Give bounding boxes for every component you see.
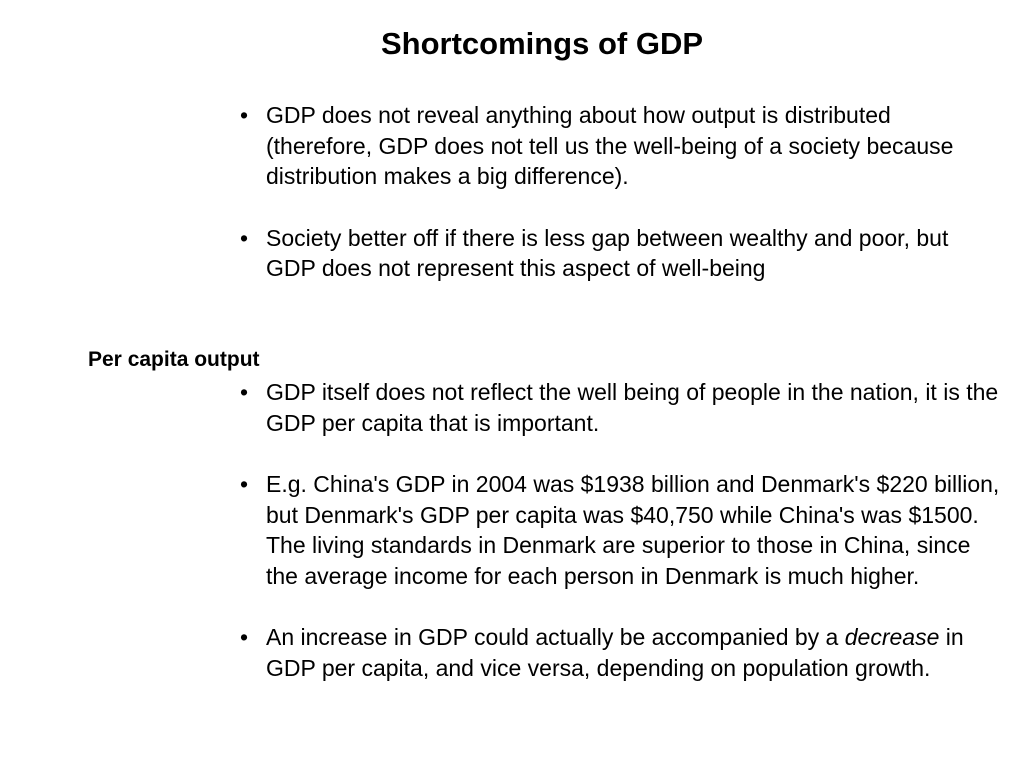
- per-capita-bullet-list: [240, 377, 1000, 683]
- list-item: [240, 377, 1000, 438]
- bullet-text: GDP itself does not reflect the well being of people in the nation, it is the GDP per capita that is important.: [266, 379, 999, 436]
- list-item: [240, 469, 1000, 591]
- bullet-icon: •: [240, 224, 249, 251]
- list-item: [240, 100, 1000, 192]
- bullet-icon: •: [240, 471, 249, 497]
- bullet-text-after: in GDP per capita, and vice versa, depending on population growth.: [266, 624, 964, 681]
- bullet-text-before: An increase in GDP could actually be accompanied by a: [266, 624, 845, 650]
- bullet-text: E.g. China's GDP in 2004 was $1938 billion and Denmark's $220 billion, but Denmark's GDP per capita was $40,750 while China's was $1500. The living standards in Denmark are superior to those in China, since the average income for each person in Denmark is much higher.: [266, 471, 1000, 589]
- list-item: [240, 223, 1000, 284]
- section-heading-per-capita: Per capita output: [88, 348, 260, 371]
- bullet-text: GDP does not reveal anything about how output is distributed (therefore, GDP does not tell us the well-being of a society because distribution makes a big difference).: [266, 102, 954, 189]
- bullet-icon: •: [240, 624, 249, 650]
- emphasis-text: decrease: [844, 624, 940, 650]
- bullet-text: Society better off if there is less gap between wealthy and poor, but GDP does not represent this aspect of well-being: [266, 224, 949, 281]
- bullet-text: [266, 624, 964, 681]
- list-item: [240, 622, 1000, 683]
- distribution-bullet-list: [240, 100, 1000, 284]
- bullet-icon: •: [240, 379, 249, 405]
- bullet-icon: •: [240, 102, 249, 128]
- slide-title: Shortcomings of GDP: [380, 26, 704, 61]
